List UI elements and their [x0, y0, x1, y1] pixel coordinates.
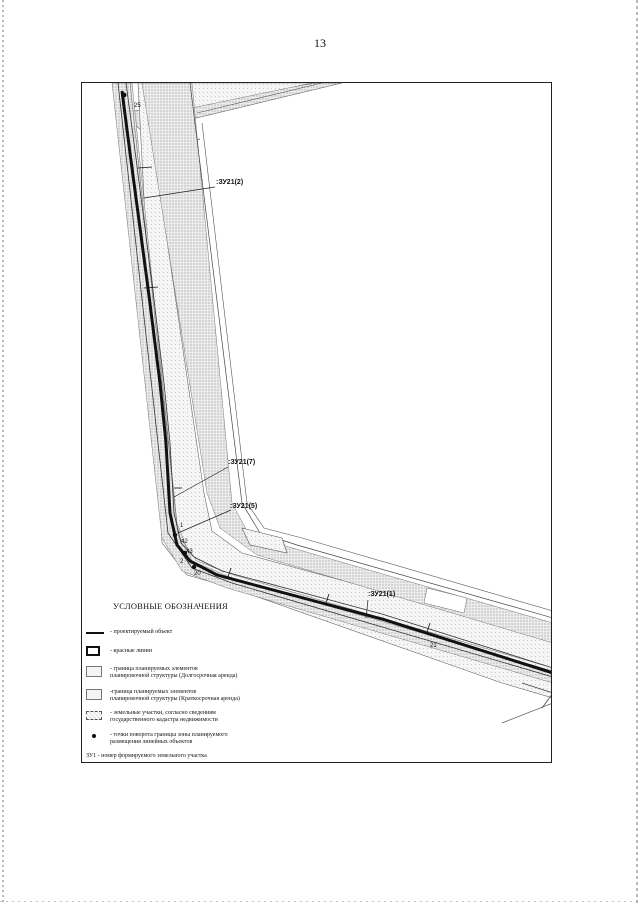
point-number: 21	[430, 643, 437, 649]
plot-label: :ЗУ21(5)	[230, 503, 258, 510]
point-number: 20	[194, 571, 201, 577]
scan-edge-bottom	[0, 901, 640, 902]
legend-item-text: - проектируемый объект	[110, 629, 173, 635]
dot-symbol-icon	[92, 734, 96, 738]
point-number: 25	[134, 103, 141, 109]
map-frame	[81, 82, 552, 763]
scan-edge-left	[2, 0, 4, 905]
plot-label: :ЗУ21(1)	[368, 591, 396, 598]
legend-title: УСЛОВНЫЕ ОБОЗНАЧЕНИЯ	[113, 601, 228, 611]
point-number: 43	[186, 549, 193, 555]
legend-item-text: - красные линии	[110, 648, 152, 654]
plot-label: :ЗУ21(7)	[228, 459, 256, 466]
scan-edge-right	[636, 0, 638, 905]
legend-item-text: -граница планируемых элементов планировочной структуры (Краткосрочная аренда)	[110, 689, 240, 702]
red-line-symbol-icon	[86, 646, 100, 656]
hatch-symbol-icon	[86, 711, 102, 720]
legend-item-text: - земельные участки, согласно сведениям государственного кадастра недвижимости	[110, 710, 218, 723]
point-number: 42	[181, 539, 188, 545]
legend-item-text: - граница планируемых элементов планировочной структуры (Долгосрочная аренда)	[110, 666, 238, 679]
point-number: 2	[180, 559, 184, 565]
plot-label: :ЗУ21(2)	[216, 179, 244, 186]
point-number: 1	[180, 523, 184, 529]
box-symbol-icon	[86, 689, 102, 700]
box-symbol-icon	[86, 666, 102, 677]
map-drawing	[82, 83, 552, 763]
line-symbol-icon	[86, 632, 104, 634]
page-number: 13	[314, 36, 326, 50]
legend-footnote: ЗУ1 - номер формируемого земельного участка	[86, 753, 207, 759]
legend-item-text: - точки поворота границы зоны планируемого размещения линейных объектов	[110, 732, 228, 745]
